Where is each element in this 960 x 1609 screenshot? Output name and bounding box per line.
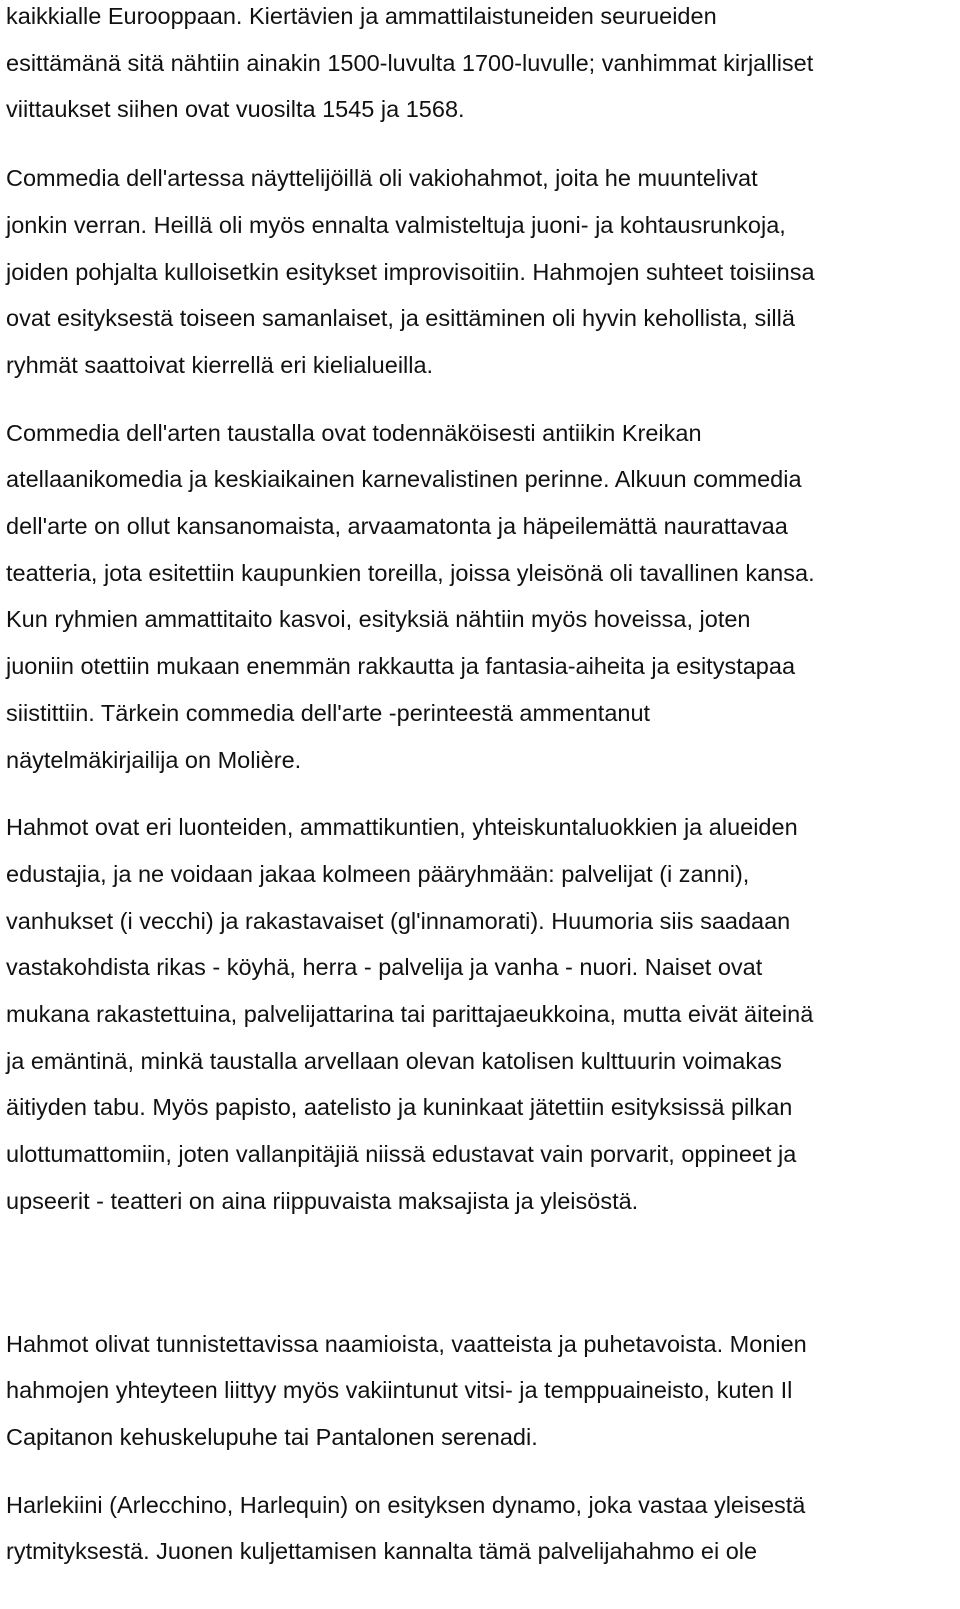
paragraph-gap — [6, 1225, 946, 1321]
paragraph-1: kaikkialle Eurooppaan. Kiertävien ja ammattilaistuneiden seurueiden esittämänä sitä nähtiin ainakin 1500-luvulta 1700-luvulle; vanhimmat kirjalliset viittaukset siihen ovat vuosilta 1545 ja 1568. — [6, 3, 814, 123]
paragraph-3: Commedia dell'arten taustalla ovat todennäköisesti antiikin Kreikan atellaanikomedia ja keskiaikainen karnevalistinen perinne. Alkuun commedia dell'arte on ollut kansanomaista, arvaamatonta ja häpeilemättä naurattavaa teatteria, jota esitettiin kaupunkien toreilla, joissa yleisönä oli tavallinen kansa. Kun ryhmien ammattitaito kasvoi, esityksiä nähtiin myös hoveissa, joten juoniin otettiin mukaan enemmän rakkautta ja fantasia-aiheita ja esitystapaa siistittiin. Tärkein commedia dell'arte -perinteestä ammentanut näytelmäkirjailija on Molière. — [6, 419, 815, 773]
paragraph-gap — [6, 133, 946, 155]
paragraph-gap — [6, 389, 946, 410]
document-page — [6, 0, 946, 1575]
paragraph-6: Harlekiini (Arlecchino, Harlequin) on esityksen dynamo, joka vastaa yleisestä rytmityksestä. Juonen kuljettamisen kannalta tämä palvelijahahmo ei ole — [6, 1491, 806, 1565]
paragraph-5: Hahmot olivat tunnistettavissa naamioista, vaatteista ja puhetavoista. Monien hahmojen yhteyteen liittyy myös vakiintunut vitsi- ja temppuaineisto, kuten Il Capitanon kehuskelupuhe tai Pantalonen serenadi. — [6, 1330, 807, 1450]
paragraph-2: Commedia dell'artessa näyttelijöillä oli vakiohahmot, joita he muuntelivat jonkin verran. Heillä oli myös ennalta valmisteltuja juoni- ja kohtausrunkoja, joiden pohjalta kulloisetkin esitykset improvisoitiin. Hahmojen suhteet toisiinsa ovat esityksestä toiseen samanlaiset, ja esittäminen oli hyvin kehollista, sillä ryhmät saattoivat kierrellä eri kielialueilla. — [6, 165, 815, 378]
paragraph-4: Hahmot ovat eri luonteiden, ammattikuntien, yhteiskuntaluokkien ja alueiden edustajia, ja ne voidaan jakaa kolmeen pääryhmään: palvelijat (i zanni), vanhukset (i vecchi) ja rakastavaiset (gl'innamorati). Huumoria siis saadaan vastakohdista rikas - köyhä, herra - palvelija ja vanha - nuori. Naiset ovat mukana rakastettuina, palvelijattarina tai parittajaeukkoina, mutta eivät äiteinä ja emäntinä, minkä taustalla arvellaan olevan katolisen kulttuurin voimakas äitiyden tabu. Myös papisto, aatelisto ja kuninkaat jätettiin esityksissä pilkan ulottumattomiin, joten vallanpitäjiä niissä edustavat vain porvarit, oppineet ja upseerit - teatteri on aina riippuvaista maksajista ja yleisöstä. — [6, 814, 814, 1214]
paragraph-gap — [6, 783, 946, 804]
paragraph-gap — [6, 1461, 946, 1482]
